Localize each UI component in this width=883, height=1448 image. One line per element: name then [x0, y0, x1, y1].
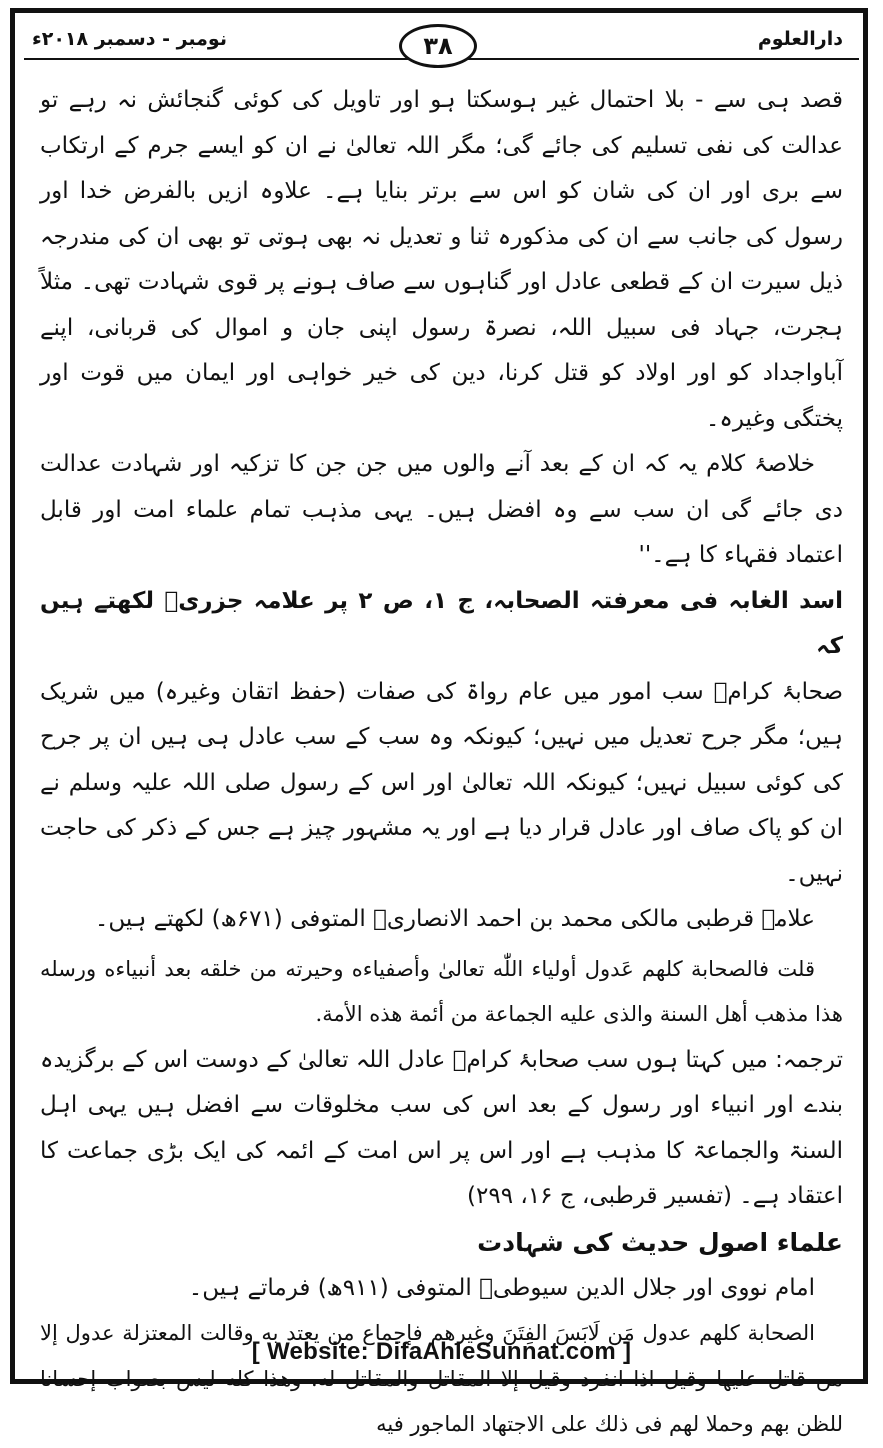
section-title: علماء اصول حدیث کی شہادت — [477, 1227, 843, 1257]
translation-paragraph: ترجمہ: میں کہتا ہوں سب صحابۂ کرامؓ عادل اللہ تعالیٰ کے دوست اس کے برگزیدہ بندے اور انبیاء اور رسول کے بعد اس کی سب مخلوقات سے افضل ہیں یہی اہل السنۃ والجماعۃ کا مذہب ہے اور اس پر اس امت کے ائمہ کی ایک بڑی جماعت کا اعتقاد ہے۔ (تفسیر قرطبی، ج ۱۶، ۲۹۹) — [40, 1046, 843, 1209]
arabic-quote-nawawi: الصحابة كلهم عدول مَن لَابَسَ الفِتَنَ وغيرهم فإجماع من يعتد به وقالت المعتزلة عدول إلا من قاتل عليها وقيل اذا انفرد وقيل إلا المقاتل والمقاتل له. وهذا كله ليس بصواب إحسانا للظن بهم وحملا لهم فى ذلك على الاجتهاد الماجور فيه — [40, 1321, 843, 1436]
website-footer: [ Website: DifaAhleSunnat.com ] — [251, 1338, 632, 1365]
citation-jazri: اسد الغابہ فی معرفتہ الصحابہ، ج ۱، ص ۲ پر علامہ جزریؒ لکھتے ہیں کہ — [40, 587, 843, 659]
paragraph: خلاصۂ کلام یہ کہ ان کے بعد آنے والوں میں جن جن کا تزکیہ اور شہادت عدالت دی جائے گی ان سب سے وہ افضل ہیں۔ یہی مذہب تمام علماء امت اور قابل اعتماد فقہاء کا ہے۔'' — [40, 451, 843, 568]
paragraph: صحابۂ کرامؓ سب امور میں عام رواۃ کی صفات (حفظ اتقان وغیرہ) میں شریک ہیں؛ مگر جرح تعدیل میں نہیں؛ کیونکہ وہ سب کے سب عادل ہی ہیں ان پر جرح کی کوئی سبیل نہیں؛ کیونکہ اللہ تعالیٰ اور اس کے رسول صلی اللہ علیہ وسلم نے ان کو پاک صاف اور عادل قرار دیا ہے اور یہ مشہور چیز ہے جس کے ذکر کی حاجت نہیں۔ — [40, 678, 843, 887]
arabic-quote-qurtubi: قلت فالصحابة كلهم عَدول أولياء اللّٰه تعالىٰ وأصفياءه وحيرته من خلقه بعد أنبياءه ورسله هذا مذهب أهل السنة والذى عليه الجماعة من أئمة هذه الأمة. — [40, 956, 843, 1026]
journal-title: دارالعلوم — [757, 28, 843, 50]
paragraph: قصد ہی سے - بلا احتمال غیر ہوسکتا ہو اور تاویل کی کوئی گنجائش نہ رہے تو عدالت کی نفی تسلیم کی جائے گی؛ مگر اللہ تعالیٰ نے ان کو ایسے جرم کے ارتکاب سے بری اور ان کی شان کو اس سے برتر بنایا ہے۔ علاوہ ازیں بالفرض خدا اور رسول کی جانب سے ان کی مذکورہ ثنا و تعدیل نہ بھی ہوتی تو بھی ان کی مندرجہ ذیل سیرت ان کے قطعی عادل اور گناہوں سے صاف ہونے پر قوی شہادت تھی۔ مثلاً ہجرت، جہاد فی سبیل اللہ، نصرۃ رسول اپنی جان و اموال کی قربانی، اپنے آباواجداد کو اور اولاد کو قتل کرنا، دین کی خیر خواہی اور ایمان میں قوت اور پختگی وغیرہ۔ — [40, 87, 843, 432]
issue-date: نومبر - دسمبر ۲۰۱۸ء — [32, 28, 227, 50]
citation-nawawi-suyuti: امام نووی اور جلال الدین سیوطیؒ المتوفی (۹۱۱ھ) فرماتے ہیں۔ — [188, 1274, 815, 1301]
article-body — [40, 78, 843, 1448]
citation-qurtubi: علامہ قرطبی مالکی محمد بن احمد الانصاریؒ المتوفی (۶۷۱ھ) لکھتے ہیں۔ — [94, 906, 815, 932]
page-number: ۳۸ — [399, 24, 477, 68]
